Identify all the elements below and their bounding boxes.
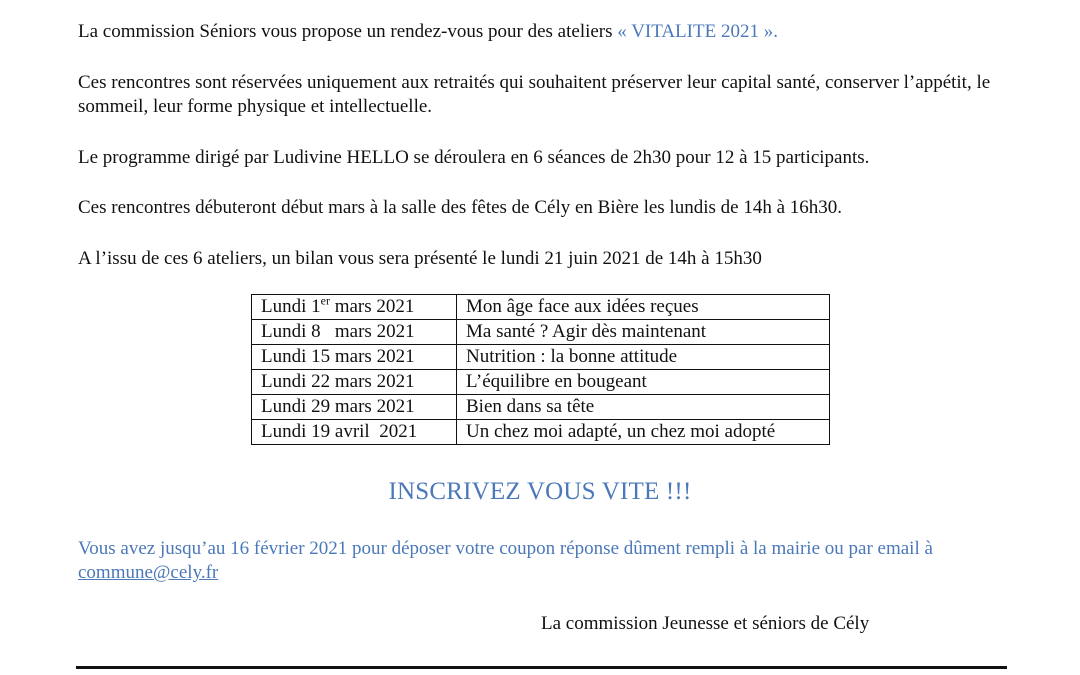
session-topic: Un chez moi adapté, un chez moi adopté [457, 420, 830, 445]
session-topic: Ma santé ? Agir dès maintenant [457, 320, 830, 345]
table-row [252, 295, 830, 320]
session-topic: Bien dans sa tête [457, 395, 830, 420]
signature: La commission Jeunesse et séniors de Cély [541, 613, 870, 634]
session-date-superscript: er [320, 293, 330, 308]
session-topic: Mon âge face aux idées reçues [457, 295, 830, 320]
schedule-table [251, 294, 830, 445]
session-topic: L’équilibre en bougeant [457, 370, 830, 395]
intro-paragraph [78, 20, 1018, 44]
table-row [252, 345, 830, 370]
audience-paragraph: Ces rencontres sont réservées uniquement aux retraités qui souhaitent préserver leur capital santé, conserver l’appétit, le sommeil, leur forme physique et intellectuelle. [78, 72, 991, 117]
deadline-paragraph [78, 537, 1008, 585]
intro-text: La commission Séniors vous propose un rendez-vous pour des ateliers [78, 21, 618, 42]
session-date: Lundi 19 avril 2021 [252, 420, 457, 445]
table-row [252, 395, 830, 420]
session-date: Lundi 8 mars 2021 [252, 320, 457, 345]
table-row [252, 420, 830, 445]
session-date: Lundi 15 mars 2021 [252, 345, 457, 370]
deadline-text: Vous avez jusqu’au 16 février 2021 pour déposer votre coupon réponse dûment rempli à la mairie ou par email à [78, 538, 933, 559]
session-date: Lundi 22 mars 2021 [252, 370, 457, 395]
table-row [252, 320, 830, 345]
session-date-suffix: mars 2021 [329, 296, 415, 317]
call-to-action-heading: INSCRIVEZ VOUS VITE !!! [388, 478, 692, 505]
session-date [252, 295, 457, 320]
location-paragraph: Ces rencontres débuteront début mars à la salle des fêtes de Cély en Bière les lundis de 14h à 16h30. [78, 197, 842, 218]
review-paragraph: A l’issu de ces 6 ateliers, un bilan vous sera présenté le lundi 21 juin 2021 de 14h à 15h30 [78, 248, 762, 269]
session-date-prefix: Lundi 1 [261, 296, 321, 317]
program-paragraph: Le programme dirigé par Ludivine HELLO se déroulera en 6 séances de 2h30 pour 12 à 15 participants. [78, 147, 870, 168]
table-row [252, 370, 830, 395]
vitalite-title: « VITALITE 2021 ». [617, 21, 778, 42]
session-topic: Nutrition : la bonne attitude [457, 345, 830, 370]
session-date: Lundi 29 mars 2021 [252, 395, 457, 420]
bottom-divider [76, 666, 1007, 669]
email-link[interactable]: commune@cely.fr [78, 562, 219, 583]
